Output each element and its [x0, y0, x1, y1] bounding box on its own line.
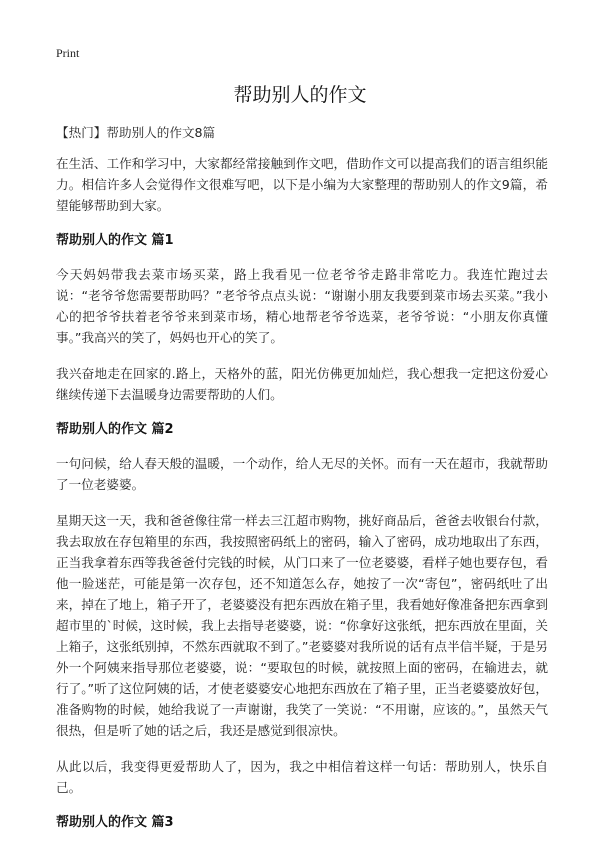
section-heading-2: 帮助别人的作文 篇2	[56, 422, 174, 437]
paragraph: 从此以后，我变得更爱帮助人了，因为，我之中相信着这样一句话：帮助别人，快乐自己。	[56, 759, 548, 795]
tag-line: 【热门】帮助别人的作文8篇	[56, 125, 216, 140]
paragraph: 我兴奋地走在回家的.路上，天格外的蓝，阳光仿佛更加灿烂，我心想我一定把这份爱心继续传递下去温暖身边需要帮助的人们。	[56, 366, 548, 402]
print-link[interactable]: Print	[56, 46, 80, 60]
paragraph: 星期天这一天，我和爸爸像往常一样去三江超市购物，挑好商品后，爸爸去收银台付款，我去取放在存包箱里的东西，我按照密码纸上的密码，输入了密码，成功地取出了东西，正当我拿着东西等我爸爸付完钱的时候，从门口来了一位老婆婆，看样子她也要存包，看他一脸迷茫，可能是第一次存包，还不知道怎么存，她按了一次“寄包”，密码纸吐了出来，掉在了地上，箱子开了，老婆婆没有把东西放在箱子里，我看她好像准备把东西拿到超市里的`时候，这时候，我上去指导老婆婆，说：“你拿好这张纸，把东西放在里面，关上箱子，这张纸别掉，不然东西就取不到了。”老婆婆对我所说的话有点半信半疑，于是另外一个阿姨来指导那位老婆婆，说：“要取包的时候，就按照上面的密码，在输进去，就行了。”听了这位阿姨的话，才使老婆婆安心地把东西放在了箱子里，正当老婆婆放好包，准备购物的时候，她给我说了一声谢谢，我笑了一笑说：“不用谢，应该的。”，虽然天气很热，但是听了她的话之后，我还是感觉到很凉快。	[56, 513, 548, 738]
intro-paragraph: 在生活、工作和学习中，大家都经常接触到作文吧，借助作文可以提高我们的语言组织能力。相信许多人会觉得作文很难写吧，以下是小编为大家整理的帮助别人的作文9篇，希望能够帮助到大家。	[56, 156, 548, 213]
section-heading-1: 帮助别人的作文 篇1	[56, 233, 174, 248]
paragraph: 一句问候，给人春天般的温暖，一个动作，给人无尽的关怀。而有一天在超市，我就帮助了一位老婆婆。	[56, 456, 548, 492]
page-title: 帮助别人的作文	[233, 84, 367, 106]
section-heading-3: 帮助别人的作文 篇3	[56, 815, 174, 830]
paragraph: 今天妈妈带我去菜市场买菜，路上我看见一位老爷爷走路非常吃力。我连忙跑过去说：“老爷爷您需要帮助吗？”老爷爷点点头说：“谢谢小朋友我要到菜市场去买菜。”我小心的把爷爷扶着老爷爷来到菜市场，精心地帮老爷爷选菜，老爷爷说：“小朋友你真懂事。”我高兴的笑了，妈妈也开心的笑了。	[56, 267, 548, 345]
article-body	[56, 122, 548, 846]
